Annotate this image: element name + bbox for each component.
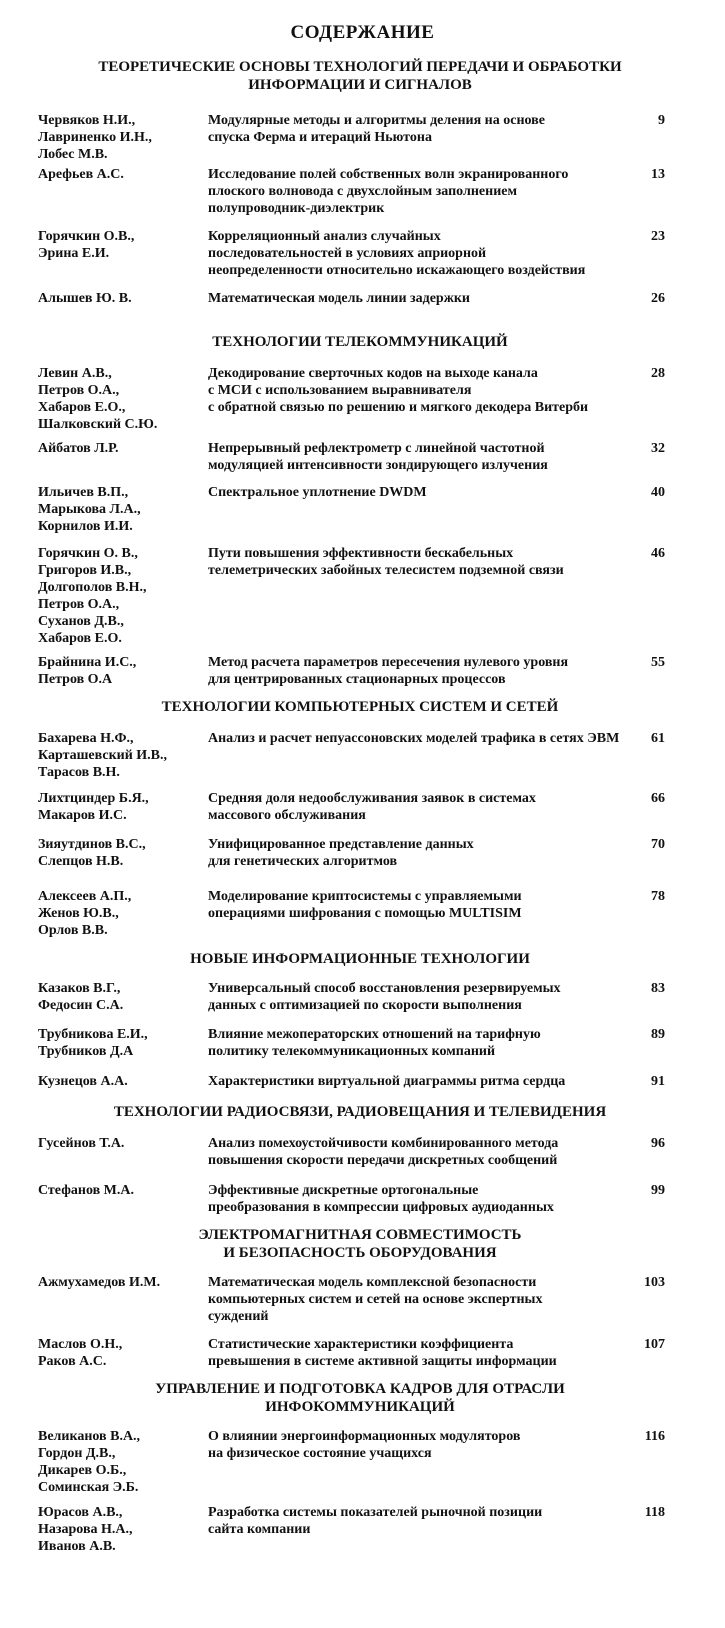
entry-title-line: Исследование полей собственных волн экранированного bbox=[208, 167, 569, 182]
author-name: Тарасов В.Н. bbox=[38, 765, 120, 780]
entry-authors bbox=[38, 228, 203, 262]
entry-page-number: 28 bbox=[651, 366, 665, 381]
author-name: Слепцов Н.В. bbox=[38, 854, 124, 869]
entry-authors bbox=[38, 484, 203, 535]
entry-title bbox=[208, 365, 648, 416]
section-heading-line: ИНФОРМАЦИИ И СИГНАЛОВ bbox=[248, 77, 472, 93]
entry-page-number: 89 bbox=[651, 1027, 665, 1042]
author-name: Червяков Н.И., bbox=[38, 113, 136, 128]
entry-page-number: 103 bbox=[644, 1275, 665, 1290]
author-name: Юрасов А.В., bbox=[38, 1505, 123, 1520]
entry-title-line: плоского волновода с двухслойным заполнением bbox=[208, 184, 518, 199]
entry-title-line: Влияние межоператорских отношений на тарифную bbox=[208, 1027, 541, 1042]
entry-title-line: превышения в системе активной защиты информации bbox=[208, 1354, 557, 1369]
entry-authors bbox=[38, 290, 203, 307]
entry-authors bbox=[38, 365, 203, 433]
entry-authors bbox=[38, 112, 203, 163]
author-name: Суханов Д.В., bbox=[38, 614, 124, 629]
entry-title-line: Анализ помехоустойчивости комбинированного метода bbox=[208, 1136, 559, 1151]
entry-page-number: 9 bbox=[658, 113, 665, 128]
entry-title-line: для генетических алгоритмов bbox=[208, 854, 398, 869]
entry-title-line: Разработка системы показателей рыночной позиции bbox=[208, 1505, 543, 1520]
author-name: Горячкин О.В., bbox=[38, 229, 135, 244]
entry-page-number: 40 bbox=[651, 485, 665, 500]
author-name: Назарова Н.А., bbox=[38, 1522, 133, 1537]
section-heading bbox=[40, 950, 680, 968]
entry-title-line: Средняя доля недообслуживания заявок в системах bbox=[208, 791, 536, 806]
author-name: Женов Ю.В., bbox=[38, 906, 119, 921]
section-heading-line: НОВЫЕ ИНФОРМАЦИОННЫЕ ТЕХНОЛОГИИ bbox=[190, 951, 530, 967]
entry-title bbox=[208, 484, 648, 501]
entry-authors bbox=[38, 1428, 203, 1496]
author-name: Марыкова Л.А., bbox=[38, 502, 141, 517]
author-name: Раков А.С. bbox=[38, 1354, 107, 1369]
author-name: Ажмухамедов И.М. bbox=[38, 1275, 161, 1290]
entry-title bbox=[208, 730, 648, 747]
section-heading-line: ТЕХНОЛОГИИ ТЕЛЕКОММУНИКАЦИЙ bbox=[212, 334, 508, 350]
entry-page-number: 55 bbox=[651, 655, 665, 670]
entry-title-line: Непрерывный рефлектрометр с линейной частотной bbox=[208, 441, 545, 456]
author-name: Соминская Э.Б. bbox=[38, 1480, 139, 1495]
section-heading bbox=[40, 1226, 680, 1262]
entry-title bbox=[208, 1336, 648, 1370]
author-name: Левин А.В., bbox=[38, 366, 112, 381]
entry-title bbox=[208, 1274, 648, 1325]
entry-authors bbox=[38, 1182, 203, 1199]
author-name: Хабаров Е.О. bbox=[38, 631, 122, 646]
entry-page-number: 61 bbox=[651, 731, 665, 746]
entry-page-number: 66 bbox=[651, 791, 665, 806]
entry-title-line: неопределенности относительно искажающего воздействия bbox=[208, 263, 586, 278]
entry-authors bbox=[38, 1073, 203, 1090]
entry-title-line: суждений bbox=[208, 1309, 269, 1324]
section-heading-line: ТЕХНОЛОГИИ КОМПЬЮТЕРНЫХ СИСТЕМ И СЕТЕЙ bbox=[161, 699, 559, 715]
entry-authors bbox=[38, 980, 203, 1014]
entry-authors bbox=[38, 654, 203, 688]
author-name: Долгополов В.Н., bbox=[38, 580, 147, 595]
entry-page-number: 26 bbox=[651, 291, 665, 306]
entry-authors bbox=[38, 790, 203, 824]
entry-title-line: Моделирование криптосистемы с управляемыми bbox=[208, 889, 522, 904]
author-name: Казаков В.Г., bbox=[38, 981, 121, 996]
author-name: Горячкин О. В., bbox=[38, 546, 138, 561]
entry-title bbox=[208, 1135, 648, 1169]
entry-title bbox=[208, 112, 648, 146]
entry-page-number: 116 bbox=[644, 1429, 665, 1444]
entry-title-line: Анализ и расчет непуассоновских моделей трафика в сетях ЭВМ bbox=[208, 731, 620, 746]
entry-title-line: Статистические характеристики коэффициента bbox=[208, 1337, 514, 1352]
author-name: Григоров И.В., bbox=[38, 563, 132, 578]
entry-title-line: Математическая модель комплексной безопасности bbox=[208, 1275, 537, 1290]
author-name: Макаров И.С. bbox=[38, 808, 127, 823]
author-name: Федосин С.А. bbox=[38, 998, 124, 1013]
entry-title-line: Эффективные дискретные ортогональные bbox=[208, 1183, 479, 1198]
section-heading-line: ЭЛЕКТРОМАГНИТНАЯ СОВМЕСТИМОСТЬ bbox=[198, 1227, 522, 1243]
section-heading bbox=[40, 58, 680, 94]
author-name: Бахарева Н.Ф., bbox=[38, 731, 134, 746]
author-name: Лобес М.В. bbox=[38, 147, 108, 162]
author-name: Лихтциндер Б.Я., bbox=[38, 791, 149, 806]
entry-title bbox=[208, 888, 648, 922]
entry-title-line: для центрированных стационарных процессов bbox=[208, 672, 506, 687]
entry-title-line: Модулярные методы и алгоритмы деления на основе bbox=[208, 113, 545, 128]
author-name: Алексеев А.П., bbox=[38, 889, 132, 904]
entry-page-number: 91 bbox=[651, 1074, 665, 1089]
author-name: Дикарев О.Б., bbox=[38, 1463, 127, 1478]
entry-page-number: 23 bbox=[651, 229, 665, 244]
entry-title bbox=[208, 836, 648, 870]
entry-title bbox=[208, 1026, 648, 1060]
entry-title-line: Корреляционный анализ случайных bbox=[208, 229, 441, 244]
entry-page-number: 13 bbox=[651, 167, 665, 182]
author-name: Хабаров Е.О., bbox=[38, 400, 126, 415]
entry-title bbox=[208, 228, 648, 279]
entry-title-line: Характеристики виртуальной диаграммы ритма сердца bbox=[208, 1074, 566, 1089]
entry-page-number: 118 bbox=[644, 1505, 665, 1520]
author-name: Великанов В.А., bbox=[38, 1429, 141, 1444]
entry-authors bbox=[38, 545, 203, 647]
author-name: Стефанов М.А. bbox=[38, 1183, 134, 1198]
author-name: Зияутдинов В.С., bbox=[38, 837, 146, 852]
entry-title bbox=[208, 980, 648, 1014]
entry-title-line: операциями шифрования с помощью MULTISIM bbox=[208, 906, 522, 921]
entry-title bbox=[208, 166, 648, 217]
entry-title-line: Пути повышения эффективности бескабельных bbox=[208, 546, 514, 561]
entry-title-line: Метод расчета параметров пересечения нулевого уровня bbox=[208, 655, 569, 670]
page-title: СОДЕРЖАНИЕ bbox=[290, 22, 435, 43]
section-heading-line: И БЕЗОПАСНОСТЬ ОБОРУДОВАНИЯ bbox=[223, 1245, 497, 1261]
entry-authors bbox=[38, 730, 203, 781]
entry-title-line: сайта компании bbox=[208, 1522, 311, 1537]
author-name: Трубников Д.А bbox=[38, 1044, 134, 1059]
entry-title-line: массового обслуживания bbox=[208, 808, 366, 823]
entry-title bbox=[208, 1428, 648, 1462]
entry-title-line: Универсальный способ восстановления резервируемых bbox=[208, 981, 561, 996]
entry-title-line: на физическое состояние учащихся bbox=[208, 1446, 432, 1461]
author-name: Арефьев А.С. bbox=[38, 167, 124, 182]
entry-title-line: модуляцией интенсивности зондирующего излучения bbox=[208, 458, 548, 473]
entry-page-number: 96 bbox=[651, 1136, 665, 1151]
author-name: Ильичев В.П., bbox=[38, 485, 129, 500]
entry-title bbox=[208, 654, 648, 688]
entry-title-line: Унифицированное представление данных bbox=[208, 837, 474, 852]
author-name: Лавриненко И.Н., bbox=[38, 130, 152, 145]
author-name: Гордон Д.В., bbox=[38, 1446, 116, 1461]
entry-title-line: с МСИ с использованием выравнивателя bbox=[208, 383, 472, 398]
section-heading bbox=[40, 698, 680, 716]
author-name: Эрина Е.И. bbox=[38, 246, 110, 261]
entry-title-line: последовательностей в условиях априорной bbox=[208, 246, 487, 261]
author-name: Гусейнов Т.А. bbox=[38, 1136, 125, 1151]
author-name: Петров О.А., bbox=[38, 597, 120, 612]
section-heading bbox=[40, 1380, 680, 1416]
entry-page-number: 83 bbox=[651, 981, 665, 996]
entry-authors bbox=[38, 166, 203, 183]
entry-title bbox=[208, 1073, 648, 1090]
entry-page-number: 107 bbox=[644, 1337, 665, 1352]
entry-page-number: 70 bbox=[651, 837, 665, 852]
entry-title-line: преобразования в компрессии цифровых аудиоданных bbox=[208, 1200, 554, 1215]
section-heading-line: ТЕХНОЛОГИИ РАДИОСВЯЗИ, РАДИОВЕЩАНИЯ И ТЕЛЕВИДЕНИЯ bbox=[113, 1104, 607, 1120]
entry-authors bbox=[38, 440, 203, 457]
entry-title-line: полупроводник-диэлектрик bbox=[208, 201, 385, 216]
author-name: Трубникова Е.И., bbox=[38, 1027, 148, 1042]
section-heading-line: ИНФОКОММУНИКАЦИЙ bbox=[265, 1399, 455, 1415]
entry-page-number: 99 bbox=[651, 1183, 665, 1198]
entry-authors bbox=[38, 1274, 203, 1291]
entry-title-line: телеметрических забойных телесистем подземной связи bbox=[208, 563, 564, 578]
author-name: Петров О.А bbox=[38, 672, 113, 687]
section-heading bbox=[40, 333, 680, 351]
entry-title-line: повышения скорости передачи дискретных сообщений bbox=[208, 1153, 558, 1168]
author-name: Петров О.А., bbox=[38, 383, 120, 398]
entry-page-number: 46 bbox=[651, 546, 665, 561]
entry-title-line: политику телекоммуникационных компаний bbox=[208, 1044, 496, 1059]
author-name: Маслов О.Н., bbox=[38, 1337, 123, 1352]
author-name: Айбатов Л.Р. bbox=[38, 441, 119, 456]
entry-title-line: данных с оптимизацией по скорости выполнения bbox=[208, 998, 522, 1013]
author-name: Алышев Ю. В. bbox=[38, 291, 132, 306]
entry-authors bbox=[38, 836, 203, 870]
author-name: Карташевский И.В., bbox=[38, 748, 168, 763]
entry-page-number: 32 bbox=[651, 441, 665, 456]
entry-title-line: компьютерных систем и сетей на основе экспертных bbox=[208, 1292, 543, 1307]
section-heading bbox=[40, 1103, 680, 1121]
author-name: Корнилов И.И. bbox=[38, 519, 133, 534]
entry-page-number: 78 bbox=[651, 889, 665, 904]
author-name: Шалковский С.Ю. bbox=[38, 417, 158, 432]
entry-title bbox=[208, 290, 648, 307]
entry-title bbox=[208, 1504, 648, 1538]
entry-title bbox=[208, 440, 648, 474]
entry-title-line: О влиянии энергоинформационных модуляторов bbox=[208, 1429, 521, 1444]
entry-title bbox=[208, 1182, 648, 1216]
author-name: Иванов А.В. bbox=[38, 1539, 116, 1554]
entry-authors bbox=[38, 1336, 203, 1370]
entry-title-line: Математическая модель линии задержки bbox=[208, 291, 471, 306]
entry-authors bbox=[38, 1135, 203, 1152]
entry-title-line: спуска Ферма и итераций Ньютона bbox=[208, 130, 432, 145]
author-name: Кузнецов А.А. bbox=[38, 1074, 128, 1089]
section-heading-line: ТЕОРЕТИЧЕСКИЕ ОСНОВЫ ТЕХНОЛОГИЙ ПЕРЕДАЧИ И ОБРАБОТКИ bbox=[98, 59, 622, 75]
entry-authors bbox=[38, 1504, 203, 1555]
section-heading-line: УПРАВЛЕНИЕ И ПОДГОТОВКА КАДРОВ ДЛЯ ОТРАСЛИ bbox=[155, 1381, 565, 1397]
entry-authors bbox=[38, 888, 203, 939]
entry-title-line: Спектральное уплотнение DWDM bbox=[208, 485, 427, 500]
entry-title-line: с обратной связью по решению и мягкого декодера Витерби bbox=[208, 400, 589, 415]
author-name: Брайнина И.С., bbox=[38, 655, 137, 670]
entry-title-line: Декодирование сверточных кодов на выходе канала bbox=[208, 366, 538, 381]
author-name: Орлов В.В. bbox=[38, 923, 108, 938]
entry-title bbox=[208, 545, 648, 579]
entry-authors bbox=[38, 1026, 203, 1060]
entry-title bbox=[208, 790, 648, 824]
